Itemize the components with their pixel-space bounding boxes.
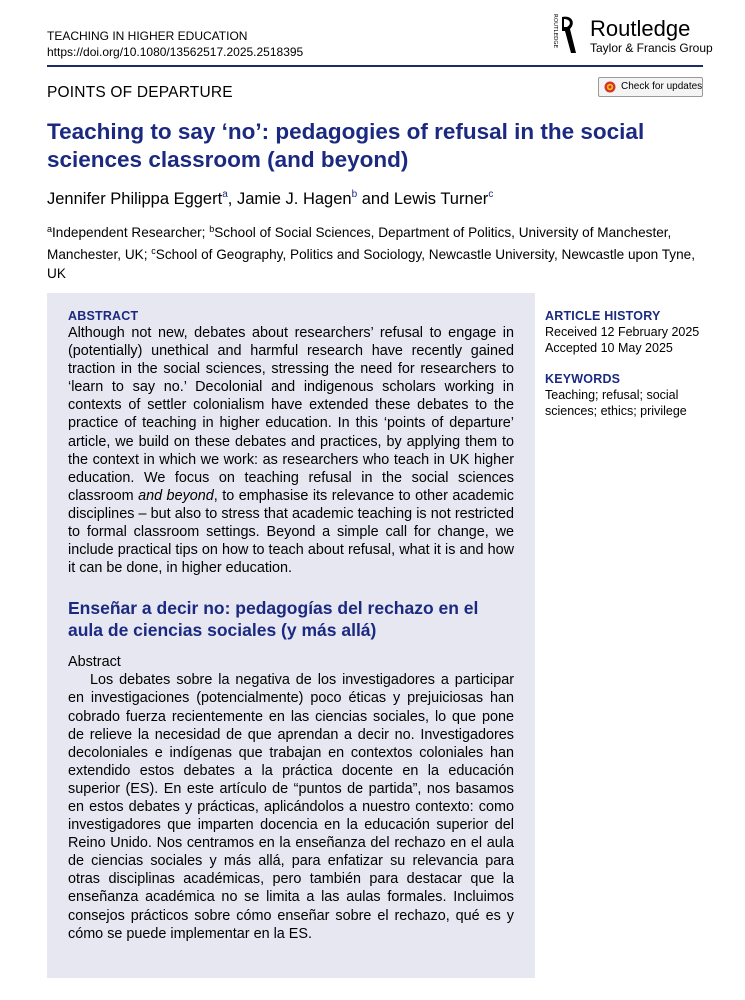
affil-mark: a	[47, 224, 53, 234]
author-name[interactable]: Lewis Turner	[393, 190, 489, 208]
header-rule	[47, 65, 703, 67]
affiliation-text: Independent Researcher;	[52, 225, 210, 240]
logo-vertical-text: ROUTLEDGE	[552, 14, 558, 49]
received-date: Received 12 February 2025	[545, 325, 700, 339]
affiliation-text: School of Social Sciences, Department of Politics, University of Manchester, Manchester, UK;	[47, 225, 672, 262]
check-for-updates-button[interactable]	[598, 77, 703, 97]
abstract-heading: ABSTRACT	[68, 309, 139, 323]
article-history-heading: ARTICLE HISTORY	[545, 309, 661, 323]
affiliations	[47, 220, 707, 283]
author-affil-mark[interactable]: a	[222, 189, 228, 200]
abstract-text-part: Although not new, debates about researchers’ refusal to engage in (potentially) unethical and harmful research have recently gained traction in the social sciences, stressing the need for researchers to ‘learn to say no.’ Decolonial and indigenous scholars working in contexts of settler colonialism have extended these debates to the practice of teaching in higher education. In this ‘points of departure’ article, we build on these debates and practices, by applying them to the context in which we work: as researchers who teach in UK higher education. We focus on teaching refusal in the social sciences classroom	[68, 325, 514, 504]
routledge-logo-icon	[550, 13, 580, 57]
article-sidebar	[545, 309, 715, 419]
journal-header	[47, 28, 303, 60]
accepted-date: Accepted 10 May 2025	[545, 341, 673, 355]
author-name[interactable]: Jennifer Philippa Eggert	[47, 190, 223, 208]
journal-name: TEACHING IN HIGHER EDUCATION	[47, 29, 248, 43]
doi-link[interactable]: https://doi.org/10.1080/13562517.2025.2518395	[47, 45, 304, 59]
author-name[interactable]: Jamie J. Hagen	[236, 190, 352, 208]
spanish-abstract-text: Los debates sobre la negativa de los investigadores a participar en investigaciones (potencialmente) poco éticas y prejuiciosas han cobrado fuerza recientemente en las ciencias sociales, lo que pone de relieve la necesidad de que aprendan a decir no. Investigadores decoloniales e indígenas que trabajan en contextos coloniales han extendido estos debates a la práctica docente en la educación superior (ES). En este artículo de “puntos de partida”, nos basamos en estos debates y prácticas, aplicándolos a nuestro contexto: como investigadores que imparten docencia en la educación superior del Reino Unido. Nos centramos en la enseñanza del rechazo en el aula de ciencias sociales y más allá, para enfatizar su relevancia para otras disciplinas académicas, pero también para destacar que la enseñanza académica no se limita a las aulas formales. Incluimos consejos prácticos sobre cómo enseñar sobre el rechazo, qué es y cómo se puede implementar en la ES.	[68, 672, 514, 942]
affil-mark: b	[209, 224, 215, 234]
section-label: POINTS OF DEPARTURE	[47, 84, 233, 101]
spanish-title: Enseñar a decir no: pedagogías del rechazo en el aula de ciencias sociales (y más allá)	[68, 598, 479, 641]
abstract-text	[68, 324, 514, 577]
publisher-name: Routledge	[590, 16, 691, 41]
check-updates-label: Check for updates	[621, 81, 703, 92]
spanish-abstract-label: Abstract	[68, 654, 121, 671]
affiliation-text: School of Geography, Politics and Sociology, Newcastle University, Newcastle upon Tyne, UK	[47, 247, 696, 281]
abstract-box	[47, 293, 535, 978]
affil-mark: c	[151, 246, 156, 256]
publisher-subtitle: Taylor & Francis Group	[590, 41, 713, 55]
publisher-logo[interactable]	[550, 13, 730, 57]
abstract-text-part: , to emphasise its relevance to other academic disciplines – but also to stress that academic teaching is not restricted to formal classroom settings. Beyond a simple call for change, we include practical tips on how to teach about refusal, what it is and how it can be done, in higher education.	[68, 487, 514, 577]
author-list	[47, 184, 493, 210]
author-affil-mark[interactable]: b	[351, 189, 358, 200]
article-title: Teaching to say ‘no’: pedagogies of refusal in the social sciences classroom (and beyond)	[47, 119, 645, 172]
keywords-heading: KEYWORDS	[545, 372, 621, 386]
author-affil-mark[interactable]: c	[488, 189, 494, 200]
keywords-list: Teaching; refusal; social sciences; ethics; privilege	[545, 388, 687, 418]
author-separator: ,	[227, 190, 237, 208]
check-updates-icon	[604, 81, 616, 93]
author-separator: and	[357, 190, 394, 208]
abstract-italic: and beyond	[138, 487, 214, 504]
